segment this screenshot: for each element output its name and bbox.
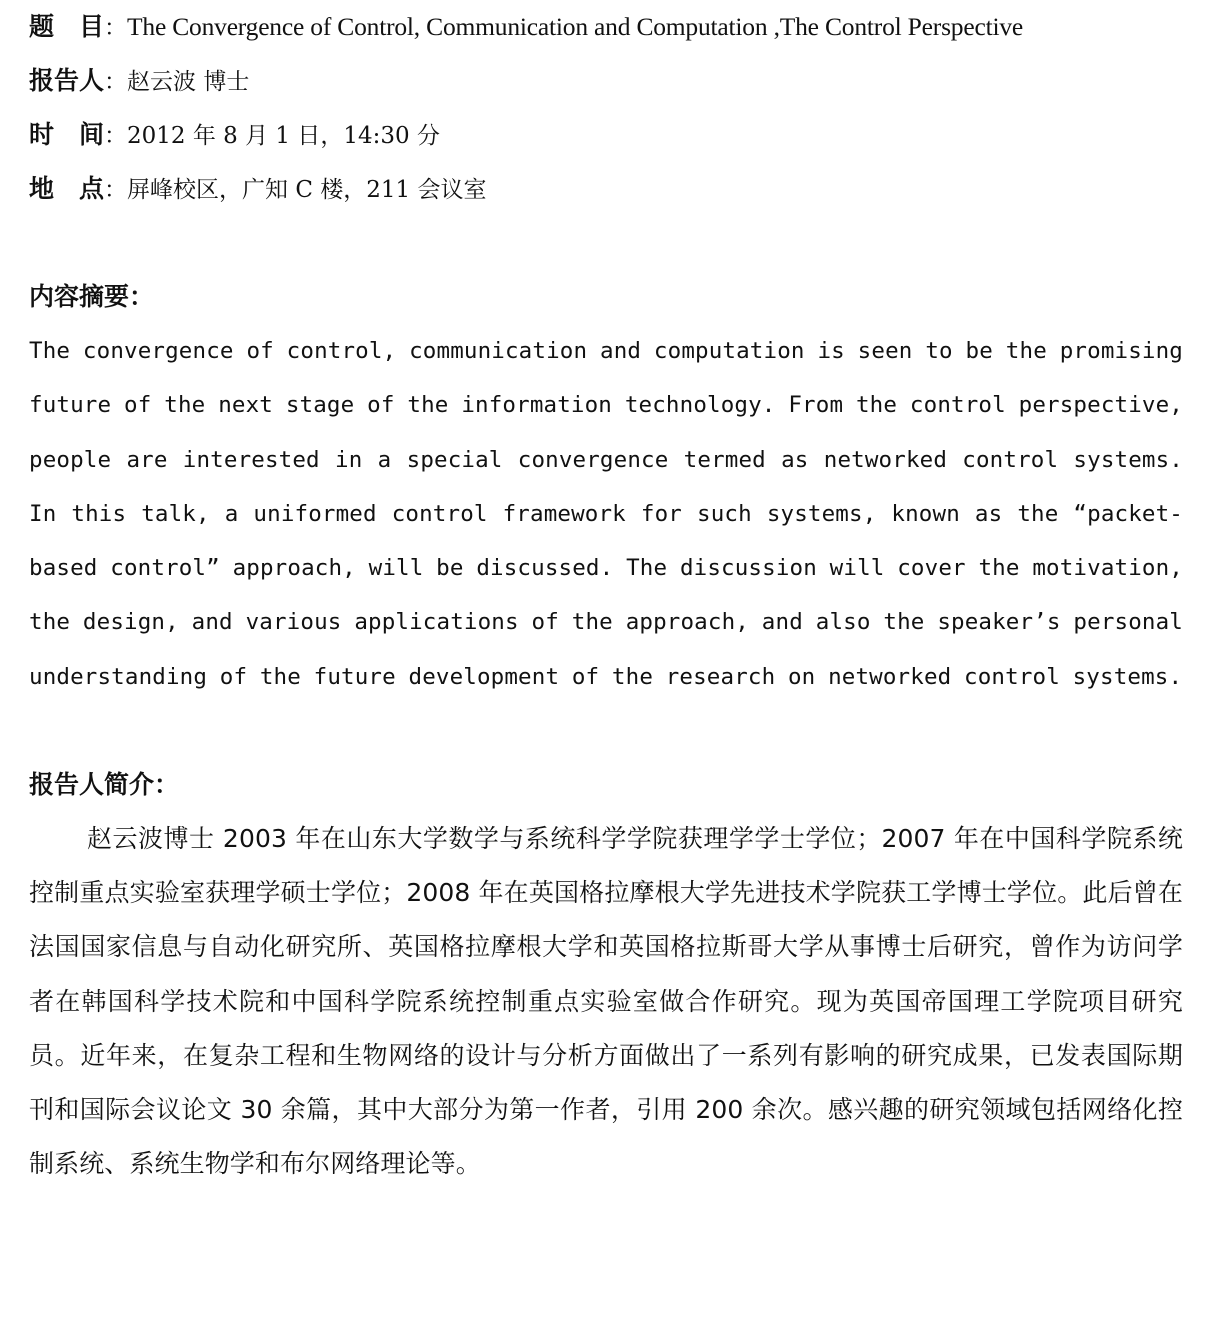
- time-row: [29, 108, 1183, 162]
- talk-title: The Convergence of Control, Communication and Computation ,The Control Perspective: [127, 12, 1024, 41]
- speaker-label: 报告人: [29, 66, 105, 95]
- title-label: 题 目: [29, 12, 105, 41]
- place-row: [29, 162, 1183, 216]
- bio-text: 赵云波博士 2003 年在山东大学数学与系统科学学院获理学学士学位；2007 年在中国科学院系统控制重点实验室获理学硕士学位；2008 年在英国格拉摩根大学先进技术学院获工学博士学位。此后曾在法国国家信息与自动化研究所、英国格拉摩根大学和英国格拉斯哥大学从事博士后研究，曾作为访问学者在韩国科学技术院和中国科学院系统控制重点实验室做合作研究。现为英国帝国理工学院项目研究员。近年来，在复杂工程和生物网络的设计与分析方面做出了一系列有影响的研究成果，已发表国际期刊和国际会议论文 30 余篇，其中大部分为第一作者，引用 200 余次。感兴趣的研究领域包括网络化控制系统、系统生物学和布尔网络理论等。: [29, 824, 1183, 1179]
- talk-time: 2012 年 8 月 1 日，14:30 分: [127, 123, 440, 149]
- title-row: [29, 0, 1183, 54]
- speaker-colon: ：: [104, 69, 128, 95]
- spacer: [29, 216, 1183, 270]
- bio-heading: 报告人简介：: [29, 770, 180, 800]
- lecture-notice: [29, 0, 1183, 1192]
- talk-place: 屏峰校区，广知 C 楼，211 会议室: [127, 177, 487, 203]
- speaker-row: [29, 54, 1183, 108]
- spacer: [29, 704, 1183, 758]
- place-label: 地 点: [29, 174, 105, 203]
- abstract-text: The convergence of control, communication and computation is seen to be the promising future of the next stage of the information technology. From the control perspective, people are interested in a special convergence termed as networked control systems. In this talk, a uniformed control framework for such systems, known as the “packet-based control” approach, will be discussed. The discussion will cover the motivation, the design, and various applications of the approach, and also the speaker’s personal understanding of the future development of the research on networked control systems.: [29, 338, 1183, 690]
- time-colon: ：: [104, 123, 128, 149]
- place-colon: ：: [104, 177, 128, 203]
- abstract-heading: 内容摘要：: [29, 282, 155, 311]
- time-label: 时 间: [29, 120, 105, 149]
- title-colon: ：: [104, 15, 128, 41]
- speaker-name: 赵云波 博士: [127, 69, 250, 95]
